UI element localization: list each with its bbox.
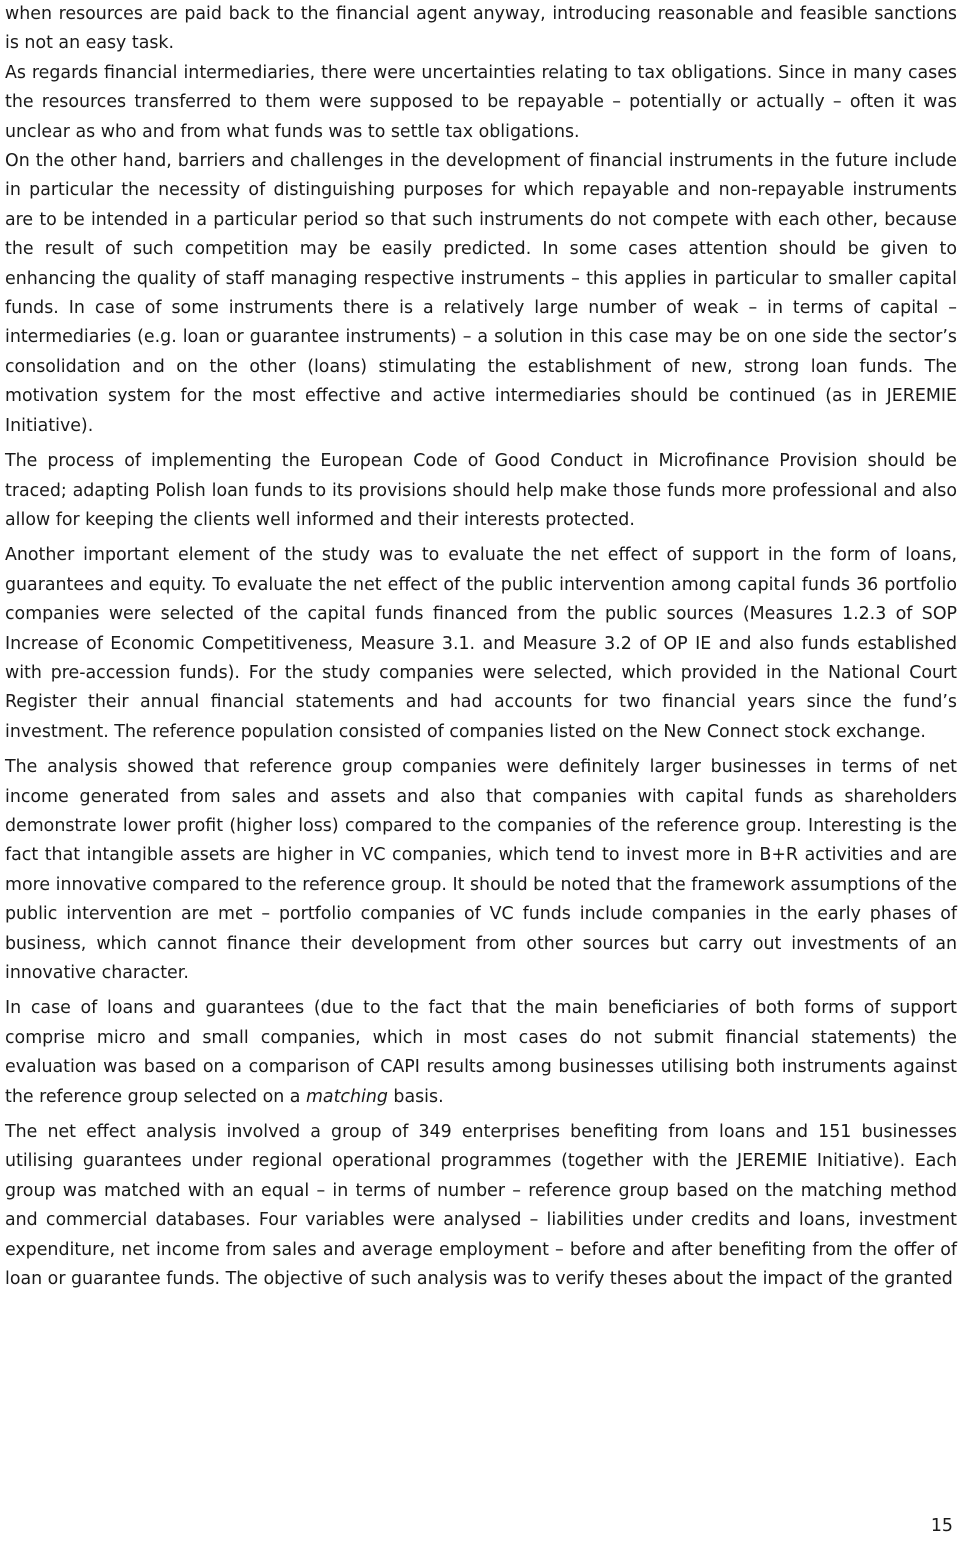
paragraph-7-italic-term: matching [305,1086,388,1107]
paragraph-5: Another important element of the study was to evaluate the net effect of support in the form of loans, guarantees and equity. To evaluate the net effect of the public intervention among capital funds 36 portfolio companies were selected of the capital funds financed from the public sources (Measures 1.2.3 of SOP Increase of Economic Competitiveness, Measure 3.1. and Measure 3.2 of OP IE and also funds established with pre-accession funds). For the study companies were selected, which provided in the National Court Register their annual financial statements and had accounts for two financial years since the fund’s investment. The reference population consisted of companies listed on the New Connect stock exchange. [5,545,957,742]
paragraph-1: when resources are paid back to the financial agent anyway, introducing reasonable and feasible sanctions is not an easy task. [5,4,957,54]
paragraph-3: On the other hand, barriers and challenges in the development of financial instruments in the future include in particular the necessity of distinguishing purposes for which repayable and non-repayable instruments are to be intended in a particular period so that such instruments do not compete with each other, because the result of such competition may be easily predicted. In some cases attention should be given to enhancing the quality of staff managing respective instruments – this applies in particular to smaller capital funds. In case of some instruments there is a relatively large number of weak – in terms of capital – intermediaries (e.g. loan or guarantee instruments) – a solution in this case may be on one side the sector’s consolidation and on the other (loans) stimulating the establishment of new, strong loan funds. The motivation system for the most effective and active intermediaries should be continued (as in JEREMIE Initiative). [5,151,957,436]
paragraph-7-text-start: In case of loans and guarantees (due to the fact that the main beneficiaries of both forms of support comprise micro and small companies, which in most cases do not submit financial statements) the evaluation was based on a comparison of CAPI results among businesses utilising both instruments against the reference group selected on a [5,998,957,1107]
paragraph-7-text-end: basis. [387,1086,444,1107]
paragraph-7 [5,994,957,1112]
page-number: 15 [930,1516,953,1536]
paragraph-8: The net effect analysis involved a group of 349 enterprises benefiting from loans and 151 businesses utilising guarantees under regional operational programmes (together with the JEREMIE Initiative). Each group was matched with an equal – in terms of number – reference group based on the matching method and commercial databases. Four variables were analysed – liabilities under credits and loans, investment expenditure, net income from sales and average employment – before and after benefiting from the offer of loan or guarantee funds. The objective of such analysis was to verify theses about the impact of the granted [5,1122,957,1290]
paragraph-4: The process of implementing the European Code of Good Conduct in Microfinance Provision should be traced; adapting Polish loan funds to its provisions should help make those funds more professional and also allow for keeping the clients well informed and their interests protected. [5,451,957,530]
paragraph-2: As regards financial intermediaries, there were uncertainties relating to tax obligations. Since in many cases the resources transferred to them were supposed to be repayable – potentially or actually – often it was unclear as who and from what funds was to settle tax obligations. [5,62,957,142]
document-body [5,0,957,1294]
paragraph-6: The analysis showed that reference group companies were definitely larger businesses in terms of net income generated from sales and assets and also that companies with capital funds as shareholders demonstrate lower profit (higher loss) compared to the companies of the reference group. Interesting is the fact that intangible assets are higher in VC companies, which tend to invest more in B+R activities and are more innovative compared to the reference group. It should be noted that the framework assumptions of the public intervention are met – portfolio companies of VC funds include companies in the early phases of business, which cannot finance their development from other sources but carry out investments of an innovative character. [5,757,957,983]
